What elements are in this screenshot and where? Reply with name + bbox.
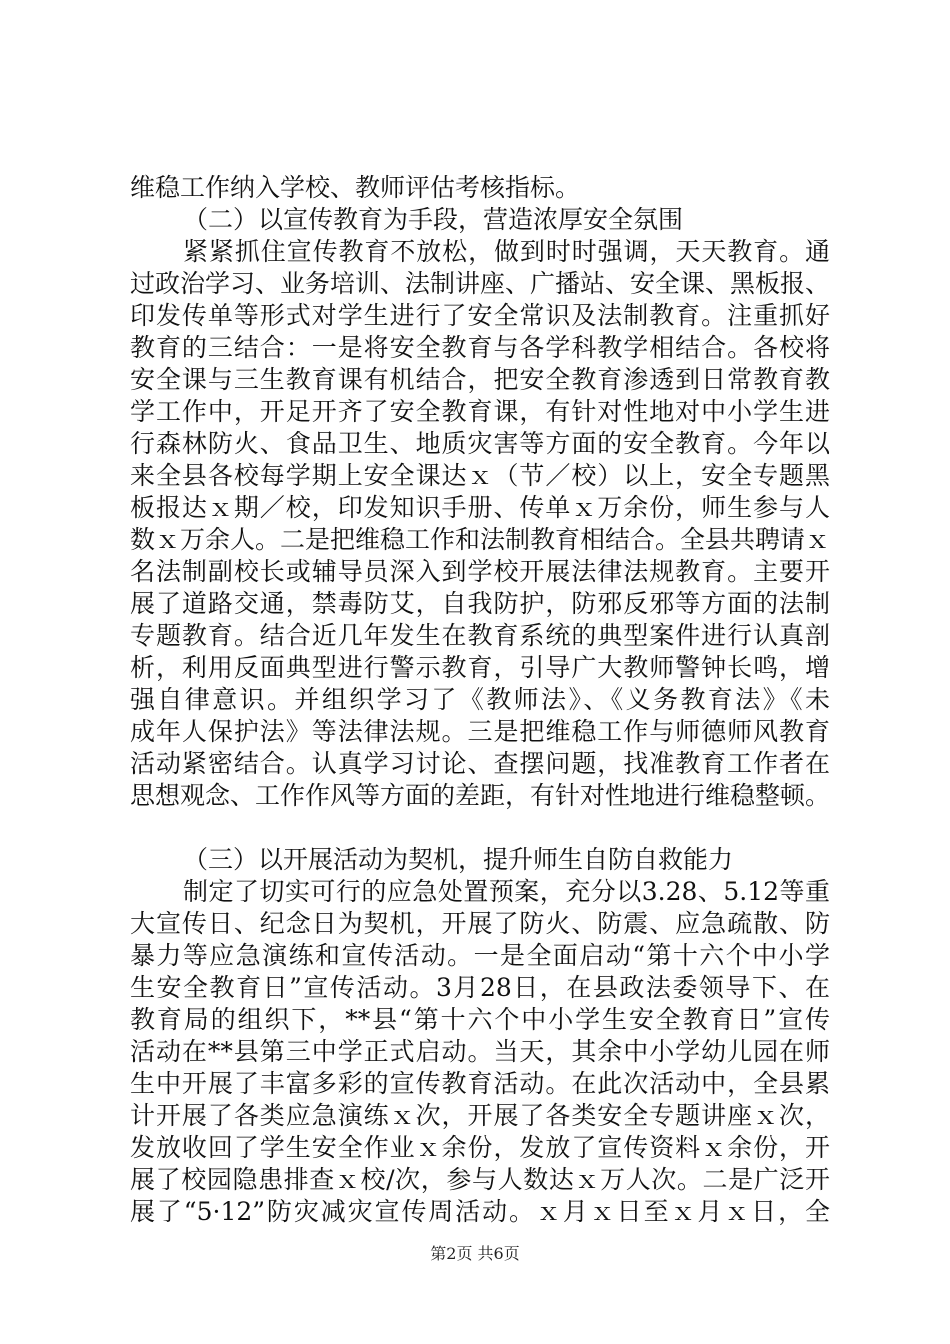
page-footer: 第2页 共6页 — [430, 1244, 520, 1263]
text-line-31: 展了校园隐患排查ｘ校/次，参与人数达ｘ万人次。二是广泛开 — [130, 1165, 830, 1194]
text-line-3: 紧紧抓住宣传教育不放松，做到时时强调，天天教育。通 — [183, 237, 830, 266]
text-line-11: 板报达ｘ期／校，印发知识手册、传单ｘ万余份，师生参与人 — [130, 493, 830, 522]
text-line-26: 教育局的组织下，**县“第十六个中小学生安全教育日”宣传 — [130, 1005, 830, 1034]
text-line-9: 行森林防火、食品卫生、地质灾害等方面的安全教育。今年以 — [130, 429, 830, 458]
text-line-25: 生安全教育日”宣传活动。3月28日，在县政法委领导下、在 — [130, 973, 830, 1002]
text-line-4: 过政治学习、业务培训、法制讲座、广播站、安全课、黑板报、 — [130, 269, 831, 298]
text-line-6: 教育的三结合：一是将安全教育与各学科教学相结合。各校将 — [130, 333, 830, 362]
text-line-8: 学工作中，开足开齐了安全教育课，有针对性地对中小学生进 — [130, 397, 830, 426]
section-heading-3: （三）以开展活动为契机，提升师生自防自救能力 — [183, 845, 734, 874]
text-line-22: 制定了切实可行的应急处置预案，充分以3.28、5.12等重 — [183, 877, 830, 906]
text-line-28: 生中开展了丰富多彩的宣传教育活动。在此次活动中，全县累 — [130, 1069, 830, 1098]
text-line-30: 发放收回了学生安全作业ｘ余份，发放了宣传资料ｘ余份，开 — [130, 1133, 830, 1162]
text-line-24: 暴力等应急演练和宣传活动。一是全面启动“第十六个中小学 — [130, 941, 830, 970]
text-line-12: 数ｘ万余人。二是把维稳工作和法制教育相结合。全县共聘请ｘ — [130, 525, 831, 554]
text-line-1: 维稳工作纳入学校、教师评估考核指标。 — [130, 173, 581, 202]
text-line-17: 强自律意识。并组织学习了《教师法》、《义务教育法》《未 — [130, 685, 830, 714]
text-line-15: 专题教育。结合近几年发生在教育系统的典型案件进行认真剖 — [130, 621, 830, 650]
text-line-32: 展了“5·12”防灾减灾宣传周活动。ｘ月ｘ日至ｘ月ｘ日，全 — [130, 1197, 830, 1226]
text-line-23: 大宣传日、纪念日为契机，开展了防火、防震、应急疏散、防 — [130, 909, 830, 938]
text-line-13: 名法制副校长或辅导员深入到学校开展法律法规教育。主要开 — [130, 557, 830, 586]
text-line-29: 计开展了各类应急演练ｘ次，开展了各类安全专题讲座ｘ次， — [130, 1101, 830, 1130]
text-line-20: 思想观念、工作作风等方面的差距，有针对性地进行维稳整顿。 — [130, 781, 831, 810]
section-heading-2: （二）以宣传教育为手段，营造浓厚安全氛围 — [183, 205, 684, 234]
text-line-5: 印发传单等形式对学生进行了安全常识及法制教育。注重抓好 — [130, 301, 830, 330]
text-line-10: 来全县各校每学期上安全课达ｘ（节／校）以上，安全专题黑 — [130, 461, 830, 490]
text-line-16: 析，利用反面典型进行警示教育，引导广大教师警钟长鸣，增 — [130, 653, 830, 682]
text-line-18: 成年人保护法》等法律法规。三是把维稳工作与师德师风教育 — [130, 717, 830, 746]
text-line-7: 安全课与三生教育课有机结合，把安全教育渗透到日常教育教 — [130, 365, 830, 394]
text-line-14: 展了道路交通，禁毒防艾，自我防护，防邪反邪等方面的法制 — [130, 589, 830, 618]
text-line-19: 活动紧密结合。认真学习讨论、查摆问题，找准教育工作者在 — [130, 749, 830, 778]
text-line-27: 活动在**县第三中学正式启动。当天，其余中小学幼儿园在师 — [130, 1037, 830, 1066]
